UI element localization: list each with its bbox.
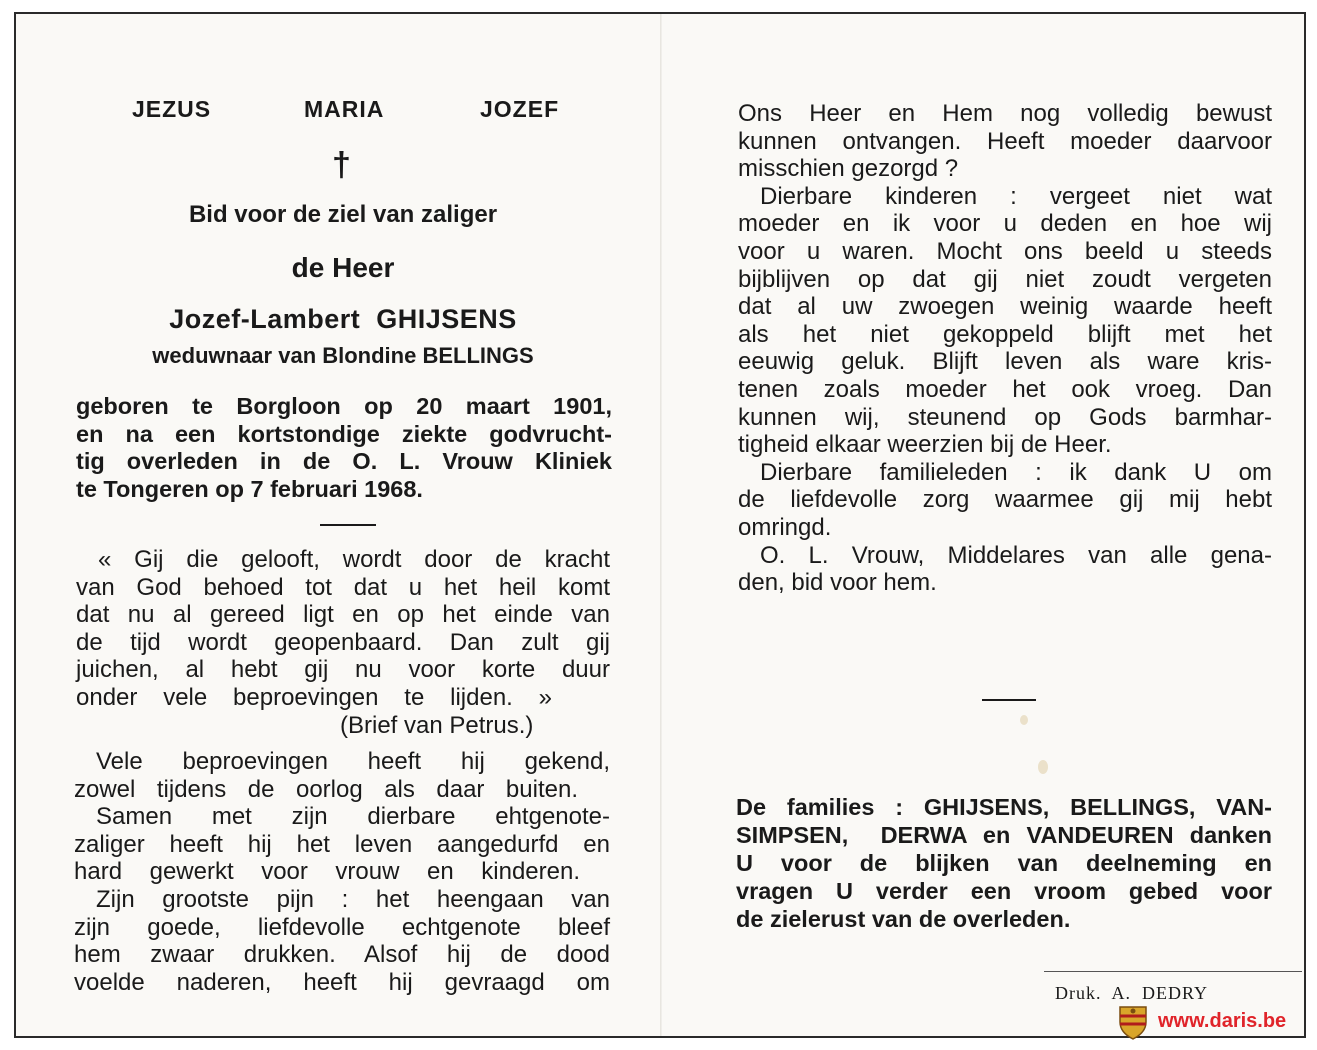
family-thanks (736, 793, 1272, 933)
quote-line: de tijd wordt geopenbaard. Dan zult gij (76, 628, 610, 656)
body-line: zijn goede, liefdevolle echtgenote bleef (74, 913, 610, 941)
body-line: misschien gezorgd ? (738, 155, 959, 183)
printer-credit: Druk. A. DEDRY (1055, 983, 1209, 1003)
body-line: omringd. (738, 513, 832, 541)
paper-stain (1038, 760, 1048, 774)
widower-text: weduwnaar van Blondine BELLINGS (152, 343, 534, 368)
body-line: kunnen wij, steunend op Gods barmhar- (738, 403, 1272, 431)
left-body-text (74, 748, 610, 996)
body-line: O. L. Vrouw, Middelares van alle gena- (760, 541, 1272, 569)
born-line: te Tongeren op 7 februari 1968. (76, 475, 423, 502)
quote-line: onder vele beproevingen te lijden. » (76, 683, 552, 711)
body-line: hem zwaar drukken. Alsof hij de dood (74, 941, 610, 969)
header-jezus: JEZUS (132, 96, 212, 122)
born-line: tig overleden in de O. L. Vrouw Kliniek (76, 448, 612, 474)
quote-line: dat nu al gereed ligt en op het einde van (76, 601, 610, 629)
body-line: als het niet gekoppeld blijft met het (738, 320, 1272, 348)
family-line: de zielerust van de overleden. (736, 906, 1071, 932)
family-line: vragen U verder een vroom gebed voor (736, 878, 1272, 904)
body-line: tigheid elkaar weerzien bij de Heer. (738, 431, 1112, 459)
body-line: Ons Heer en Hem nog volledig bewust (738, 100, 1272, 127)
separator-dash (982, 699, 1036, 701)
body-line: Vele beproevingen heeft hij gekend, (96, 748, 610, 775)
quote-line: « Gij die gelooft, wordt door de kracht (98, 546, 610, 573)
coat-of-arms-icon (1117, 1004, 1149, 1040)
body-line: eeuwig geluk. Blijft leven als ware kris- (738, 348, 1272, 376)
body-line: Zijn grootste pijn : het heengaan van (96, 885, 610, 913)
birth-death-block (76, 393, 612, 503)
body-line: dat al uw zwoegen weinig waarde heeft (738, 293, 1272, 321)
body-line: Samen met zijn dierbare ehtgenote- (96, 803, 610, 831)
printer-rule (1044, 971, 1302, 972)
quote-line: juichen, al hebt gij nu voor korte duur (76, 656, 610, 684)
born-line: geboren te Borgloon op 20 maart 1901, (76, 393, 612, 419)
body-line: de liefdevolle zorg waarmee gij mij hebt (738, 486, 1272, 514)
cross-icon: † (332, 146, 351, 184)
bible-quote (76, 546, 610, 712)
body-line: tenen zoals moeder het ook vroeg. Dan (738, 375, 1272, 403)
header-maria: MARIA (304, 96, 385, 122)
quote-line: van God behoed tot dat u het heil komt (76, 573, 610, 601)
family-line: SIMPSEN, DERWA en VANDEUREN danken (736, 822, 1272, 848)
title-text: de Heer (291, 252, 395, 283)
quote-attribution: (Brief van Petrus.) (340, 712, 534, 739)
watermark-site[interactable]: www.daris.be (1158, 1010, 1287, 1032)
body-line: zaliger heeft hij het leven aangedurfd en (74, 830, 610, 858)
separator-dash (320, 524, 376, 526)
born-line: en na een kortstondige ziekte godvrucht- (76, 420, 612, 447)
body-line: moeder en ik voor u deden en hoe wij (738, 210, 1272, 238)
body-line: kunnen ontvangen. Heeft moeder daarvoor (738, 127, 1272, 155)
right-body-text (738, 100, 1272, 597)
body-line: hard gewerkt voor vrouw en kinderen. (74, 858, 580, 886)
body-line: Dierbare familieleden : ik dank U om (760, 458, 1272, 486)
paper-stain (1020, 715, 1028, 725)
family-line: U voor de blijken van deelneming en (736, 850, 1272, 876)
header-jozef: JOZEF (480, 96, 560, 122)
body-line: den, bid voor hem. (738, 569, 937, 597)
center-fold (660, 14, 662, 1036)
intro-text: Bid voor de ziel van zaliger (188, 201, 498, 228)
body-line: Dierbare kinderen : vergeet niet wat (760, 182, 1272, 210)
body-line: bijblijven op dat gij niet zoudt vergeten (738, 265, 1272, 293)
deceased-name: Jozef-Lambert GHIJSENS (169, 304, 517, 334)
body-line: zowel tijdens de oorlog als daar buiten. (74, 775, 578, 803)
family-line: De families : GHIJSENS, BELLINGS, VAN- (736, 794, 1272, 820)
body-line: voelde naderen, heeft hij gevraagd om (74, 968, 610, 996)
body-line: voor u waren. Mocht ons beeld u steeds (738, 237, 1272, 265)
